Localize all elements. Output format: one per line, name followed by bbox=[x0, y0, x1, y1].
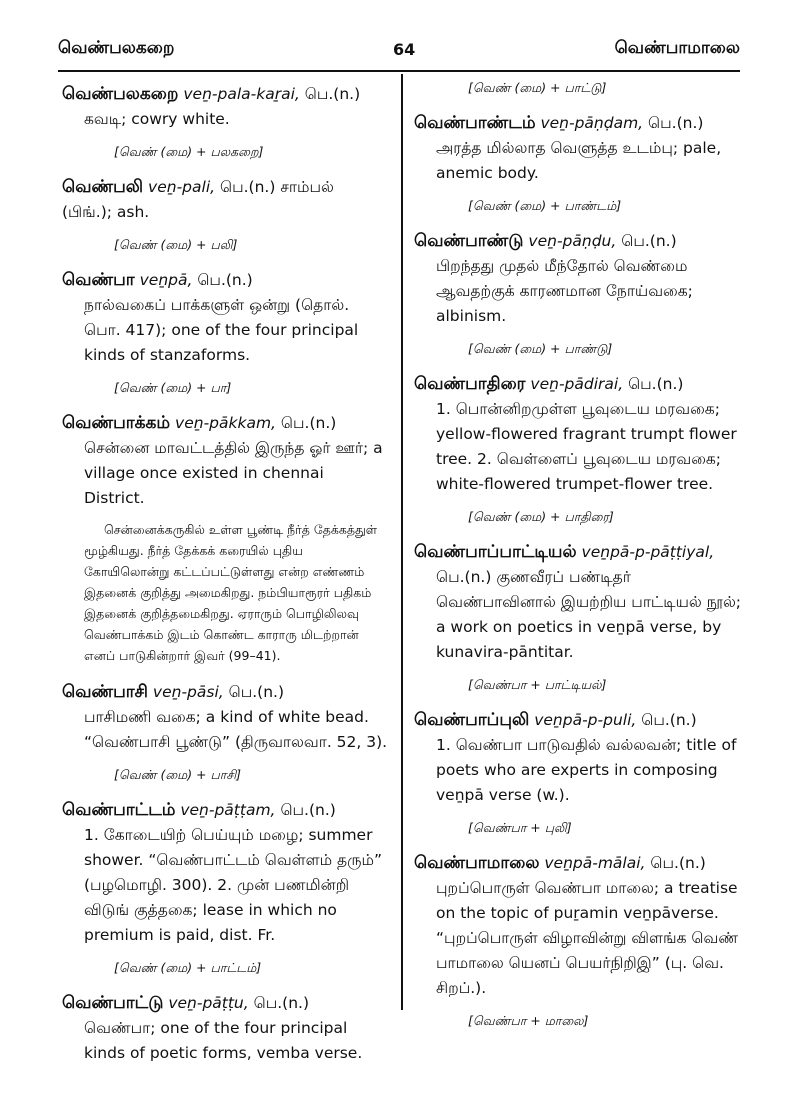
definition: 1. கோடையிற் பெய்யும் மழை; summer shower. “வெண்பாட்டம் வெள்ளம் தரும்” (பழமொழி. 300). 2. முன் பணமின்றி விடுங் குத்தகை; lease in which no premium is paid, dist. Fr. bbox=[84, 826, 382, 944]
header-rule bbox=[58, 70, 740, 72]
definition: 1. பொன்னிறமுள்ள பூவுடைய மரவகை; yellow-flowered fragrant trumpt flower tree. 2. வெள்ளைப் பூவுடைய மரவகை; white-flowered trumpet-flower tree. bbox=[436, 400, 737, 493]
headword: வெண்பாதிரை bbox=[414, 374, 526, 394]
right-column bbox=[414, 82, 746, 1044]
headword: வெண்பாப்பாட்டியல் bbox=[414, 542, 577, 562]
definition: நால்வகைப் பாக்களுள் ஒன்று (தொல். பொ. 417); one of the four principal kinds of stanzaforms. bbox=[84, 296, 359, 364]
definition: வெண்பா; one of the four principal kinds of poetic forms, vemba verse. bbox=[84, 1019, 363, 1062]
entry bbox=[62, 411, 388, 511]
headword: வெண்பாட்டு bbox=[62, 993, 164, 1013]
entry bbox=[414, 111, 746, 186]
transliteration: veṉ-pāṭṭam, bbox=[180, 801, 276, 819]
part-of-speech: பெ.(n.) bbox=[280, 801, 336, 819]
left-column bbox=[62, 82, 388, 1080]
definition: பிறந்தது முதல் மீந்தோல் வெண்மை ஆவதற்குக் காரணமான நோய்வகை; albinism. bbox=[436, 257, 693, 325]
etymology: [வெண்பா + புலி] bbox=[468, 820, 572, 835]
etymology: [வெண் (மை) + பா] bbox=[114, 380, 232, 395]
page-number: 64 bbox=[393, 40, 416, 59]
entry bbox=[414, 851, 746, 1001]
part-of-speech: பெ.(n.) bbox=[304, 85, 361, 103]
part-of-speech: பெ.(n.) bbox=[650, 854, 706, 872]
etymology: [வெண்பா + மாலை] bbox=[468, 1013, 589, 1028]
transliteration: veṉpā, bbox=[139, 271, 193, 289]
etymology: [வெண் (மை) + பாதிரை] bbox=[468, 509, 614, 524]
transliteration: veṉpā-p-puli, bbox=[534, 711, 637, 729]
transliteration: veṉ-pala-kaṟai, bbox=[183, 85, 300, 103]
transliteration: veṉ-pākkam, bbox=[175, 414, 276, 432]
headword: வெண்பலகறை bbox=[62, 84, 179, 104]
part-of-speech: பெ.(n.) bbox=[641, 711, 697, 729]
part-of-speech: பெ.(n.) bbox=[280, 414, 337, 432]
entry bbox=[62, 680, 388, 755]
headword: வெண்பாப்புலி bbox=[414, 710, 530, 730]
headword: வெண்பாண்டு bbox=[414, 231, 524, 251]
headword: வெண்பாக்கம் bbox=[62, 413, 171, 433]
etymology: [வெண் (மை) + பாட்டம்] bbox=[114, 960, 262, 975]
definition: புறப்பொருள் வெண்பா மாலை; a treatise on the topic of puṟamin veṉpāverse. “புறப்பொருள் விழாவின்று விளங்க வெண் பாமாலை யெனப் பெயர்நிறிஇ” (பு. வெ. சிறப்.). bbox=[436, 879, 739, 997]
entry bbox=[62, 798, 388, 948]
headword: வெண்பாட்டம் bbox=[62, 800, 176, 820]
headword: வெண்பலி bbox=[62, 177, 144, 197]
definition: சாம்பல் (பிங்.); ash. bbox=[62, 178, 334, 221]
etymology: [வெண் (மை) + பாட்டு] bbox=[468, 80, 607, 95]
header-left-guideword: வெண்பலகறை bbox=[58, 38, 175, 58]
part-of-speech: பெ.(n.) bbox=[228, 683, 285, 701]
headword: வெண்பாண்டம் bbox=[414, 113, 536, 133]
definition: 1. வெண்பா பாடுவதில் வல்லவன்; title of poets who are experts in composing veṉpā verse (w.). bbox=[436, 736, 737, 804]
definition: அரத்த மில்லாத வெளுத்த உடம்பு; pale, anemic body. bbox=[436, 139, 722, 182]
transliteration: veṉ-pāsi, bbox=[152, 683, 224, 701]
entry bbox=[414, 372, 746, 497]
transliteration: veṉ-pāṇḍu, bbox=[528, 232, 617, 250]
definition: கவடி; cowry white. bbox=[84, 110, 230, 128]
part-of-speech: பெ.(n.) bbox=[197, 271, 253, 289]
entry bbox=[62, 175, 388, 225]
definition: பாசிமணி வகை; a kind of white bead. “வெண்பாசி பூண்டு” (திருவாலவா. 52, 3). bbox=[84, 708, 388, 751]
part-of-speech: பெ.(n.) bbox=[628, 375, 684, 393]
part-of-speech: பெ.(n.) bbox=[253, 994, 309, 1012]
page-header bbox=[58, 38, 740, 68]
part-of-speech: பெ.(n.) bbox=[436, 568, 492, 586]
transliteration: veṉ-pādirai, bbox=[530, 375, 624, 393]
part-of-speech: பெ.(n.) bbox=[648, 114, 704, 132]
entry bbox=[62, 82, 388, 132]
transliteration: veṉ-pali, bbox=[148, 178, 216, 196]
transliteration: veṉ-pāṇḍam, bbox=[540, 114, 644, 132]
etymology: [வெண்பா + பாட்டியல்] bbox=[468, 677, 607, 692]
headword: வெண்பா bbox=[62, 270, 135, 290]
part-of-speech: பெ.(n.) bbox=[621, 232, 677, 250]
header-right-guideword: வெண்பாமாலை bbox=[614, 38, 740, 58]
entry bbox=[414, 540, 746, 665]
definition: குணவீரப் பண்டிதர் வெண்பாவினால் இயற்றிய பாட்டியல் நூல்; a work on poetics in veṉpā verse, by kunavira-pāntitar. bbox=[436, 568, 742, 661]
part-of-speech: பெ.(n.) bbox=[220, 178, 276, 196]
headword: வெண்பாமாலை bbox=[414, 853, 540, 873]
entry bbox=[62, 991, 388, 1066]
etymology: [வெண் (மை) + பலி] bbox=[114, 237, 238, 252]
definition-block bbox=[414, 565, 746, 665]
transliteration: veṉ-pāṭṭu, bbox=[168, 994, 249, 1012]
entry bbox=[414, 229, 746, 329]
usage-note: சென்னைக்கருகில் உள்ள பூண்டி நீர்த் தேக்கத்துள் மூழ்கியது. நீர்த் தேக்கக் கரையில் புதிய கோயிலொன்று கட்டப்பட்டுள்ளது என்ற எண்ணம் இதனைக் குறித்து அமைகிறது. நம்பியாரூரர் பதிகம் இதனைக் குறித்தமைகிறது. ஏராரும் பொழிலிலவு வெண்பாக்கம் இடம் கொண்ட காராரு மிடற்றான் எனப் பாடுகின்றார் இவர் (99–41). bbox=[84, 522, 378, 663]
etymology: [வெண் (மை) + பாசி] bbox=[114, 767, 242, 782]
etymology: [வெண் (மை) + பாண்டம்] bbox=[468, 198, 622, 213]
column-divider bbox=[401, 74, 403, 1010]
headword: வெண்பாசி bbox=[62, 682, 148, 702]
entry bbox=[414, 708, 746, 808]
transliteration: veṉpā-p-pāṭṭiyal, bbox=[581, 543, 715, 561]
transliteration: veṉpā-mālai, bbox=[544, 854, 646, 872]
entry bbox=[62, 268, 388, 368]
etymology: [வெண் (மை) + பாண்டு] bbox=[468, 341, 613, 356]
definition: சென்னை மாவட்டத்தில் இருந்த ஓர் ஊர்; a village once existed in chennai District. bbox=[84, 439, 383, 507]
etymology: [வெண் (மை) + பலகறை] bbox=[114, 144, 264, 159]
